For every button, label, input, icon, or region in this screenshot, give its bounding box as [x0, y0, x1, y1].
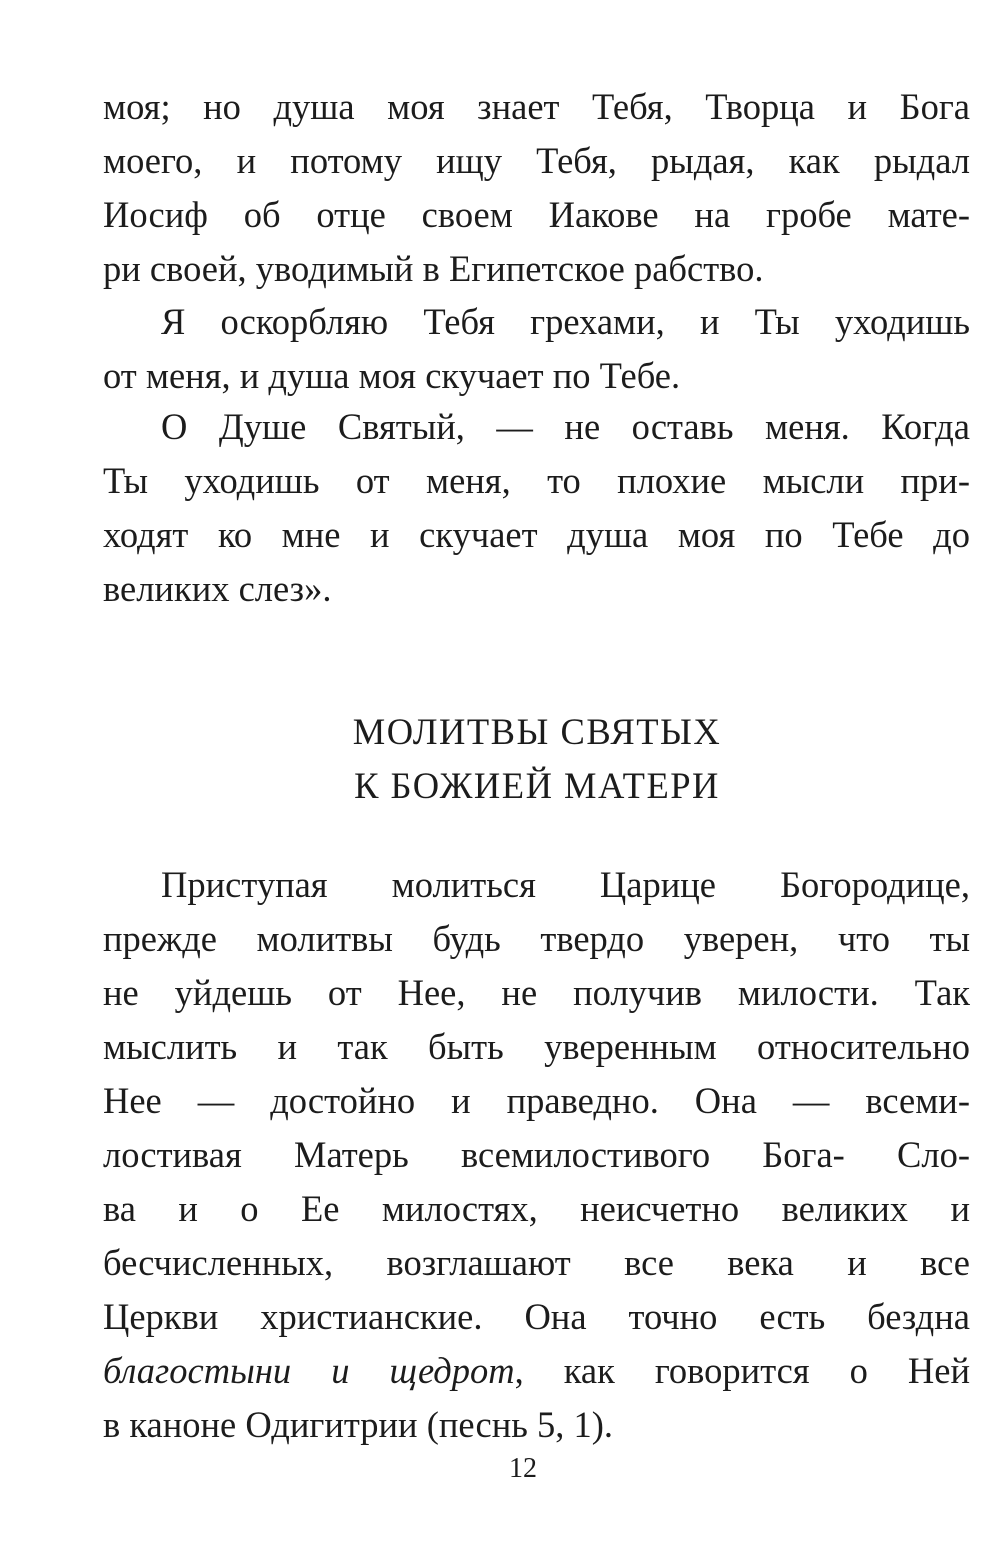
- text-line: Ты уходишь от меня, то плохие мысли при-: [103, 460, 970, 501]
- text-line: ва и о Ее милостях, неисчетно великих и: [103, 1188, 970, 1229]
- text-line: моя; но душа моя знает Тебя, Творца и Бога: [103, 86, 970, 127]
- text-line: в каноне Одигитрии (песнь 5, 1).: [103, 1404, 614, 1445]
- text-fragment: , как говорится о Ней: [514, 1350, 970, 1391]
- text-line: Иосиф об отце своем Иакове на гробе мате-: [103, 194, 970, 235]
- section-heading: [0, 705, 1000, 813]
- text-line: ходят ко мне и скучает душа моя по Тебе до: [103, 514, 970, 555]
- text-line: ри своей, уводимый в Египетское рабство.: [103, 248, 764, 289]
- text-line: О Душе Святый, — не оставь меня. Когда: [161, 406, 970, 447]
- text-line: Я оскорбляю Тебя грехами, и Ты уходишь: [161, 301, 970, 342]
- text-line: лостивая Матерь всемилостивого Бога- Сло-: [103, 1134, 970, 1175]
- text-line: великих слез».: [103, 568, 332, 609]
- heading-line: МОЛИТВЫ СВЯТЫХ: [352, 711, 722, 752]
- heading-line: К БОЖИЕЙ МАТЕРИ: [354, 765, 720, 806]
- text-line: от меня, и душа моя скучает по Тебе.: [103, 355, 681, 396]
- text-line: Церкви христианские. Она точно есть бездна: [103, 1296, 970, 1337]
- text-line: прежде молитвы будь твердо уверен, что ты: [103, 918, 970, 959]
- text-line: моего, и потому ищу Тебя, рыдая, как рыдал: [103, 140, 970, 181]
- text-line: бесчисленных, возглашают все века и все: [103, 1242, 970, 1283]
- text-line: Нее — достойно и праведно. Она — всеми-: [103, 1080, 970, 1121]
- italic-phrase: благостыни и щедрот: [103, 1350, 515, 1391]
- paragraph-1: [103, 80, 970, 296]
- page-number: 12: [509, 1453, 537, 1484]
- text-line: Приступая молиться Царице Богородице,: [161, 864, 970, 905]
- paragraph-4: [103, 858, 970, 1452]
- text-line-mixed: [103, 1344, 970, 1398]
- text-line: мыслить и так быть уверенным относительно: [103, 1026, 970, 1067]
- paragraph-2: [103, 295, 970, 403]
- paragraph-3: [103, 400, 970, 616]
- text-line: не уйдешь от Нее, не получив милости. Так: [103, 972, 970, 1013]
